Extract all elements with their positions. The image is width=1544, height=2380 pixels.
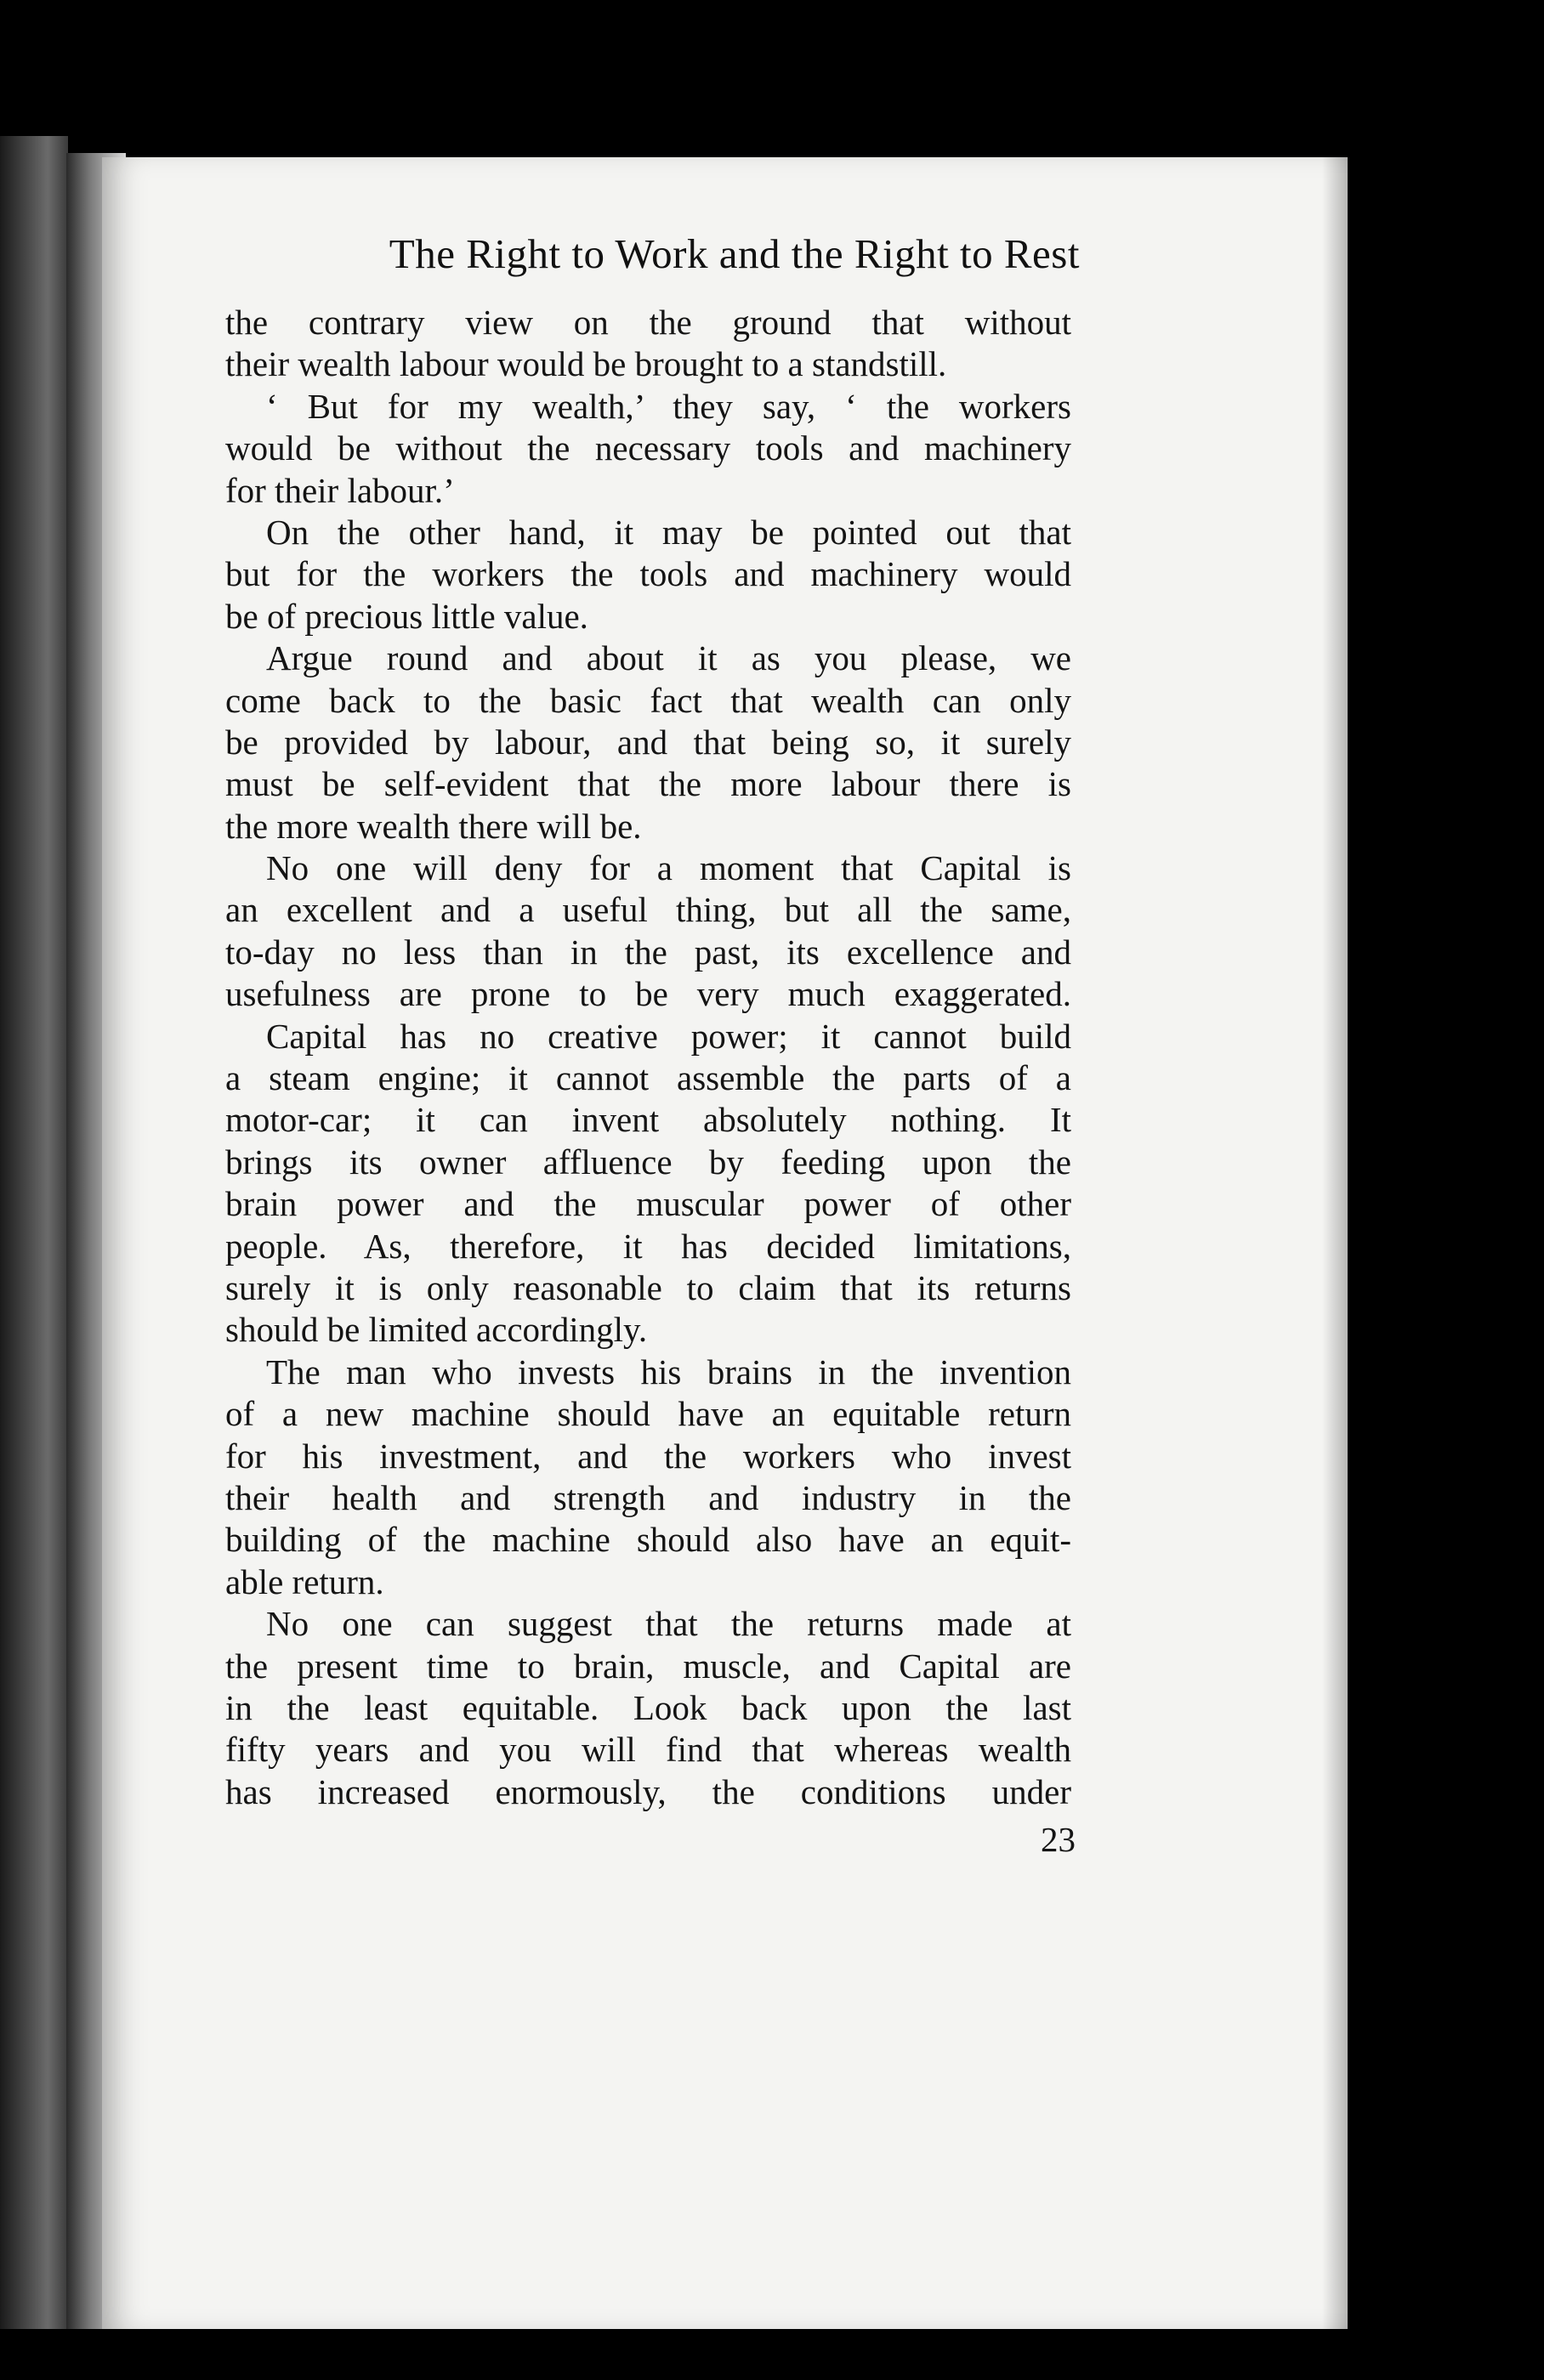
text-line: must be self-evident that the more labour there is [225,764,1071,804]
text-line: No one can suggest that the returns made at [266,1604,1071,1644]
text-line: but for the workers the tools and machinery would [225,554,1071,594]
text-line: On the other hand, it may be pointed out that [266,512,1071,552]
text-line: their health and strength and industry in the [225,1477,1071,1517]
text-line: be provided by labour, and that being so, it surely [225,722,1071,762]
text-line: should be limited accordingly. [225,1310,648,1350]
text-line: able return. [225,1561,384,1601]
text-line: to-day no less than in the past, its excellence and [225,932,1071,972]
running-head: The Right to Work and the Right to Rest [389,230,1080,277]
text-line: for their labour.’ [225,470,455,510]
text-line: motor-car; it can invent absolutely nothing. It [225,1100,1071,1140]
text-line: be of precious little value. [225,596,588,636]
text-line: building of the machine should also have an equit- [225,1520,1071,1560]
text-line: in the least equitable. Look back upon the last [225,1687,1071,1727]
text-line: No one will deny for a moment that Capital is [266,848,1071,888]
page-edge-shadow [1322,157,1348,2329]
body-text [225,302,1071,1813]
text-line: of a new machine should have an equitable return [225,1394,1071,1434]
text-line: the contrary view on the ground that without [225,303,1071,342]
left-page-edge [0,136,68,2329]
text-line: would be without the necessary tools and machinery [225,428,1071,468]
page-number: 23 [1041,1820,1076,1859]
text-line: fifty years and you will find that whereas wealth [225,1730,1071,1770]
text-line: people. As, therefore, it has decided limitations, [225,1226,1071,1266]
text-line: usefulness are prone to be very much exaggerated. [225,974,1071,1014]
text-line: an excellent and a useful thing, but all the same, [225,890,1071,930]
text-line: for his investment, and the workers who invest [225,1436,1071,1476]
text-line: Capital has no creative power; it cannot build [266,1016,1071,1056]
text-line: ‘ But for my wealth,’ they say, ‘ the workers [266,386,1071,426]
text-line: a steam engine; it cannot assemble the parts of a [225,1058,1071,1098]
text-line: the more wealth there will be. [225,806,642,846]
text-line: has increased enormously, the conditions under [225,1771,1071,1811]
text-line: the present time to brain, muscle, and Capital are [225,1646,1071,1686]
text-line: brings its owner affluence by feeding upon the [225,1142,1071,1182]
text-line: come back to the basic fact that wealth can only [225,680,1071,720]
text-line: brain power and the muscular power of other [225,1184,1071,1224]
text-line: The man who invests his brains in the invention [266,1352,1071,1391]
text-line: Argue round and about it as you please, we [266,638,1071,678]
text-line: their wealth labour would be brought to a standstill. [225,344,947,384]
text-line: surely it is only reasonable to claim that its returns [225,1267,1071,1307]
